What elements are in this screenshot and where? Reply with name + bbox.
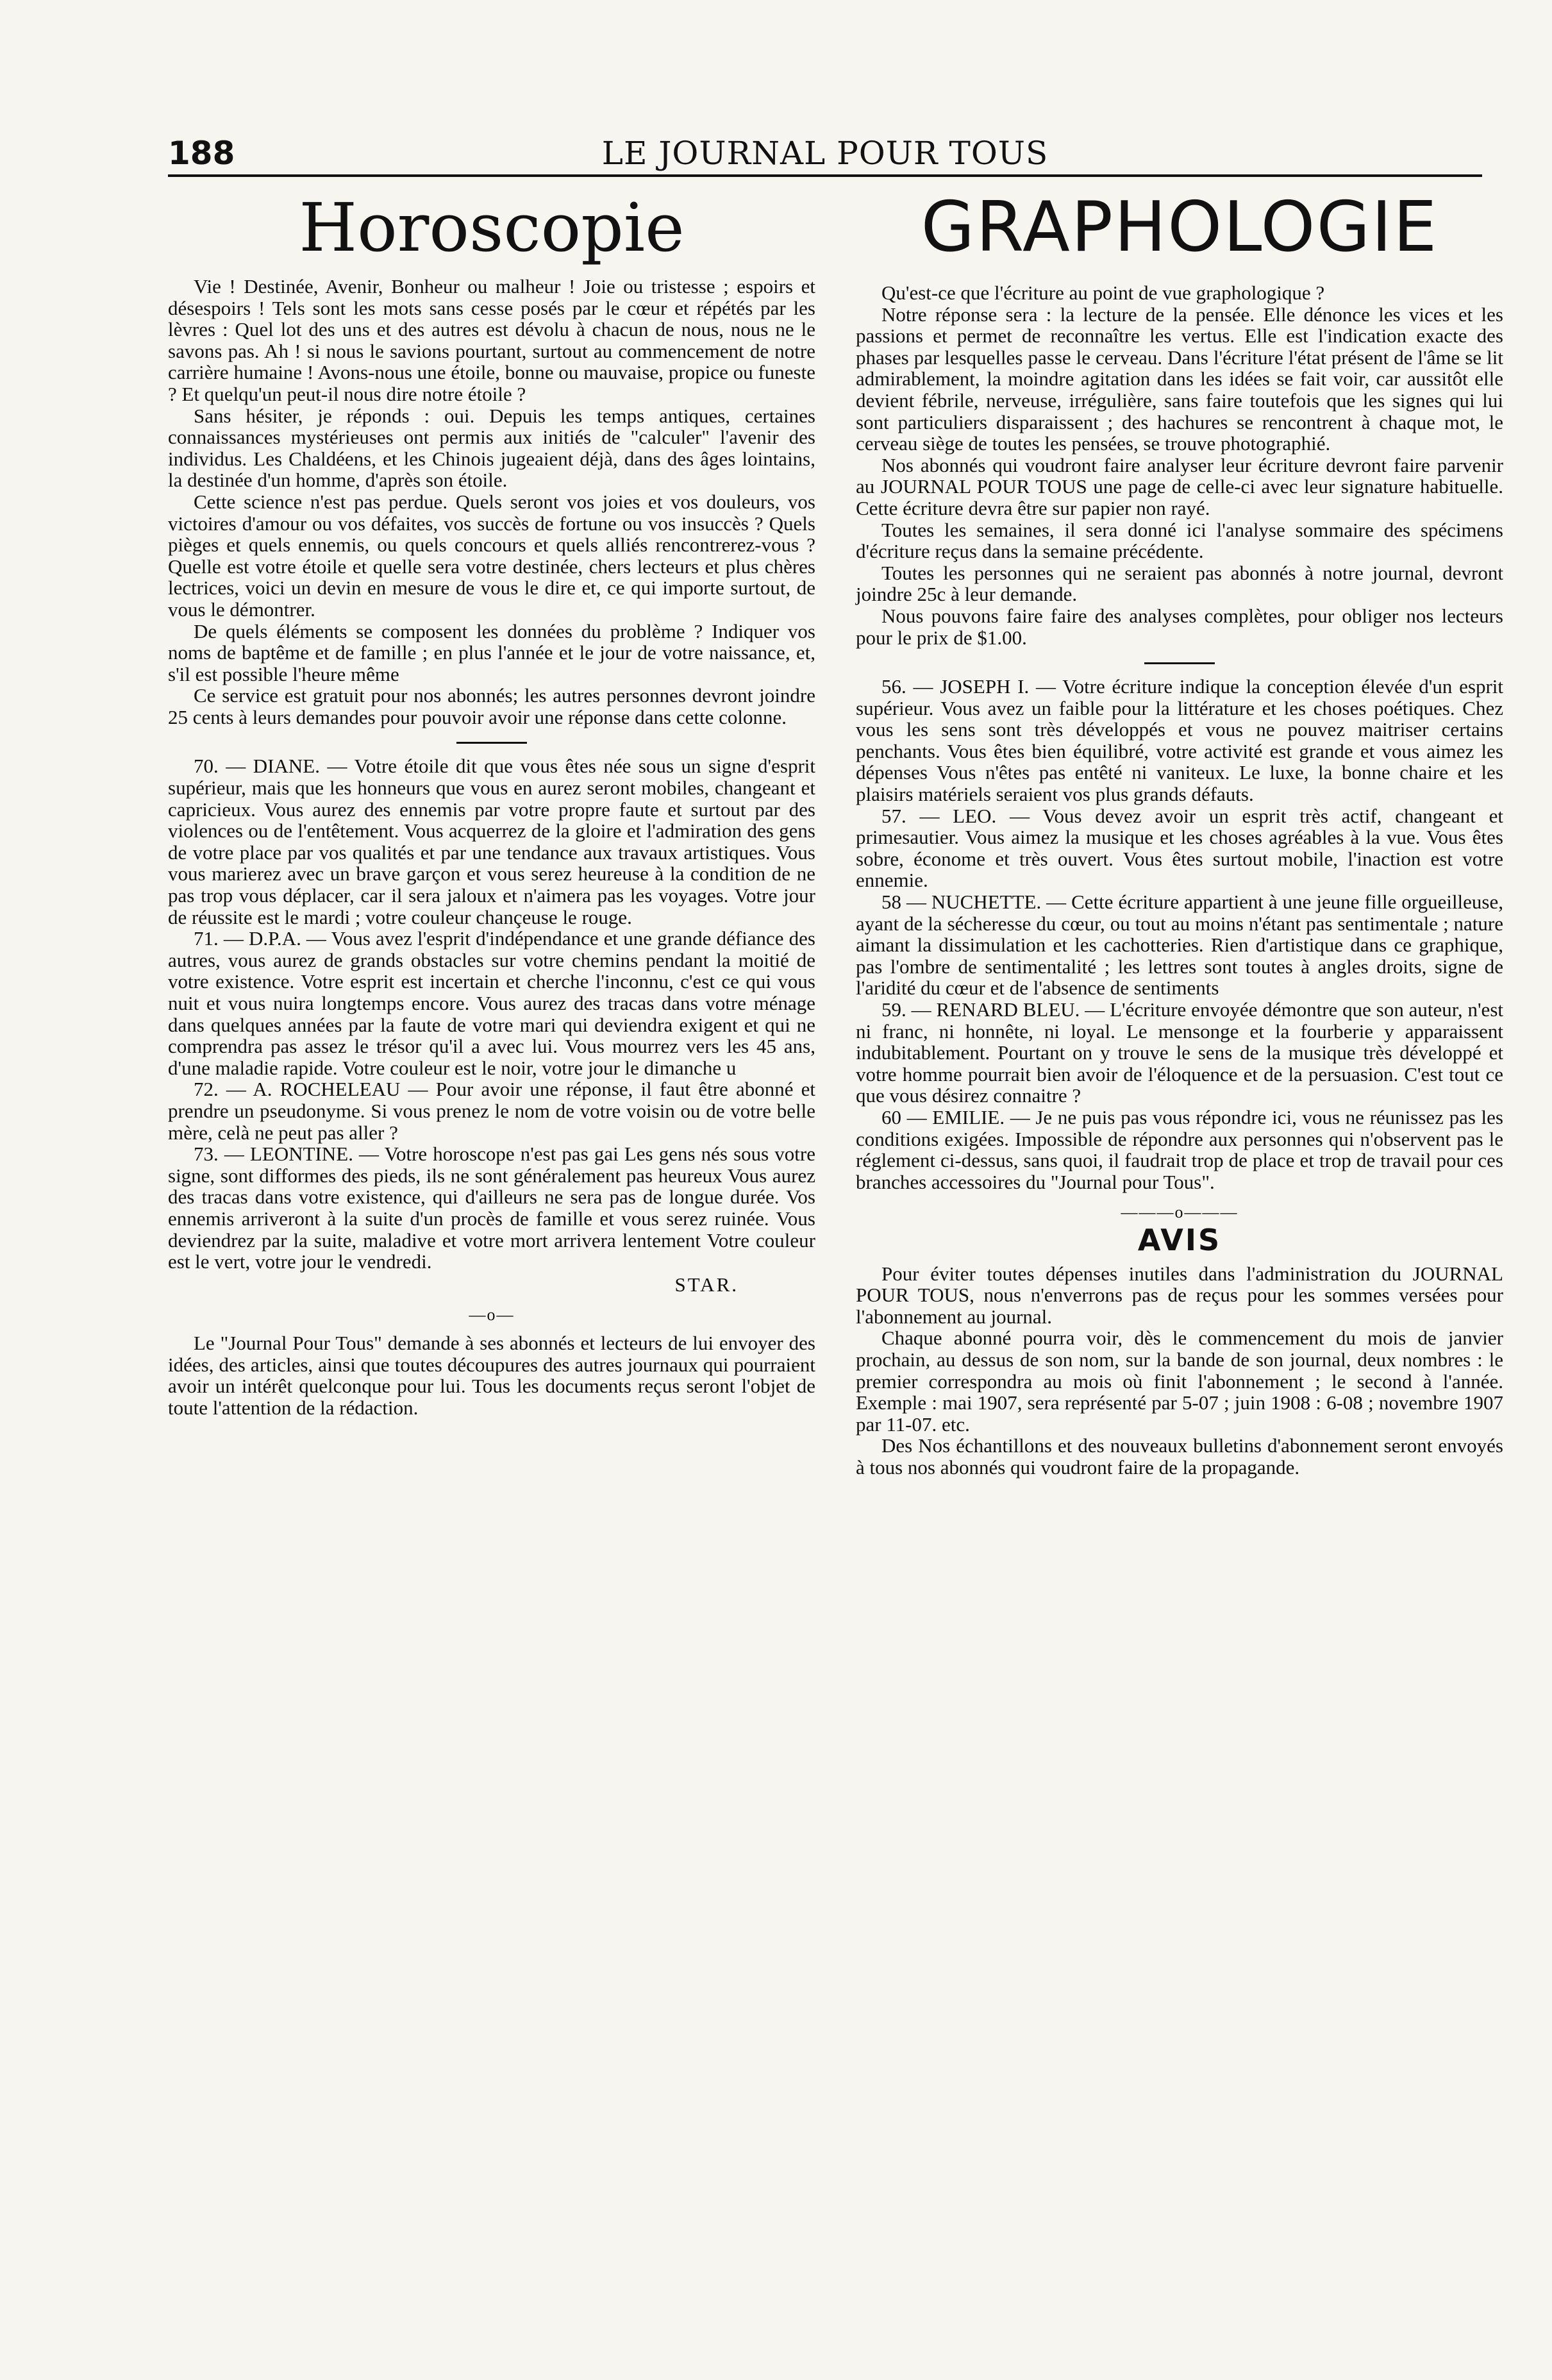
avis-paragraph-2: Chaque abonné pourra voir, dès le commencement du mois de janvier prochain, au dessus de son nom, sur la bande de son journal, deux nombres : le premier correspondra au mois où finit l'abonnement ; le second à l'année. Exemple : mai 1907, sera représenté par 5-07 ; juin 1908 : 6-08 ; novembre 1907 par 11-07. etc. <box>856 1327 1503 1436</box>
horoscope-entry-73: 73. — LEONTINE. — Votre horoscope n'est pas gai Les gens nés sous votre signe, sont difformes des pieds, ils ne sont généralement pas heureux Vous aurez des tracas dans votre existence, qui d'ailleurs ne sera pas de longue durée. Vos ennemis arriveront à la suite d'un procès de famille et vous serez ruinée. Vous deviendrez par la suite, maladive et votre mort arrivera lentement Votre couleur est le vert, votre jour le vendredi. <box>168 1143 815 1273</box>
graphologie-column <box>856 187 1503 1479</box>
horoscope-entry-71: 71. — D.P.A. — Vous avez l'esprit d'indépendance et une grande défiance des autres, vous aurez de grands obstacles sur votre chemins pendant la moitié de votre existence. Votre esprit est incertain et cherche l'inconnu, c'est ce qui vous nuit et vous nuira longtemps encore. Vous aurez des tracas dans votre ménage dans quelques années par la faute de votre mari qui deviendra exigent et qui ne comprendra pas assez le trésor qu'il a avec lui. Vous mourrez vers les 45 ans, d'une maladie rapide. Votre couleur est le noir, votre jour le dimanche u <box>168 927 815 1079</box>
avis-title: AVIS <box>1137 1222 1222 1257</box>
section-divider <box>456 742 527 744</box>
graphologie-intro-6: Nous pouvons faire faire des analyses complètes, pour obliger nos lecteurs pour le prix de $1.00. <box>856 604 1503 649</box>
graphologie-intro-1: Qu'est-ce que l'écriture au point de vue graphologique ? <box>881 281 1325 304</box>
horoscope-signature: STAR. <box>674 1273 738 1296</box>
graphologie-title: GRAPHOLOGIE <box>921 187 1439 267</box>
graphology-entry-59: 59. — RENARD BLEU. — L'écriture envoyée démontre que son auteur, n'est ni franc, ni honnête, ni loyal. Le mensonge et la fourberie y apparaissent indubitablement. Pourtant on y trouve le sens de la musique très développé et votre homme pourrait bien avoir de l'éloquence et de la persuasion. C'est tout ce que vous désirez connaitre ? <box>856 998 1503 1107</box>
horoscopie-title: Horoscopie <box>299 189 685 267</box>
graphologie-intro-3: Nos abonnés qui voudront faire analyser leur écriture devront faire parvenir au JOURNAL POUR TOUS une page de celle-ci avec leur signature habituelle. Cette écriture devra être sur papier non rayé. <box>856 453 1503 519</box>
horoscopie-intro-3: Cette science n'est pas perdue. Quels seront vos joies et vos douleurs, vos victoires d'amour ou vos défaites, vos succès de fortune ou vos insuccès ? Quels pièges et quels ennemis, ou quels concours et quels alliés rencontrerez-vous ? Quelle est votre étoile et quelle sera votre destinée, chers lecteurs et plus chères lectrices, voici un devin en mesure de vous le dire et, ce qui importe surtout, de vous le démontrer. <box>168 490 815 621</box>
horoscopie-column <box>168 189 815 1419</box>
ornament-divider: ———o——— <box>1121 1203 1239 1222</box>
avis-paragraph-1: Pour éviter toutes dépenses inutiles dans l'administration du JOURNAL POUR TOUS, nous n'enverrons pas de reçus pour les sommes versées pour l'abonnement au journal. <box>856 1262 1503 1328</box>
horoscopie-intro-2: Sans hésiter, je réponds : oui. Depuis les temps antiques, certaines connaissances mystérieuses ont permis aux initiés de "calculer" l'avenir des individus. Les Chaldéens, et les Chinois jugeaient déjà, dans des âges lointains, la destinée d'un homme, d'après son étoile. <box>168 404 815 492</box>
journal-title: LE JOURNAL POUR TOUS <box>601 135 1049 172</box>
ornament-divider: —o— <box>469 1305 515 1325</box>
page-header <box>168 135 1482 177</box>
horoscopie-notice: Le "Journal Pour Tous" demande à ses abonnés et lecteurs de lui envoyer des idées, des articles, ainsi que toutes découpures des autres journaux qui pourraient avoir un intérêt quelconque pour lui. Tous les documents reçus seront l'objet de toute l'attention de la rédaction. <box>168 1331 815 1419</box>
graphologie-intro-5: Toutes les personnes qui ne seraient pas abonnés à notre journal, devront joindre 25c à leur demande. <box>856 561 1503 606</box>
horoscopie-intro-1: Vie ! Destinée, Avenir, Bonheur ou malheur ! Joie ou tristesse ; espoirs et désespoirs ! Tels sont les mots sans cesse posés par le cœur et répétés par les lèvres : Quel lot des uns et des autres est dévolu à chacun de nous, nous ne le savons pas. Ah ! si nous le savions pourtant, surtout au commencement de notre carrière humaine ! Avons-nous une étoile, bonne ou mauvaise, propice ou funeste ? Et quelqu'un peut-il nous dire notre étoile ? <box>168 275 815 405</box>
graphology-entry-58: 58 — NUCHETTE. — Cette écriture appartient à une jeune fille orgueilleuse, ayant de la sécheresse du cœur, ou tout au moins n'étant pas sentimentale ; nature aimant la dissimulation et les cachotteries. Rien d'artistique dans ce graphique, pas l'ombre de sentimentalité ; les lettres sont toutes à angles droits, signe de l'aridité du cœur et de l'absence de sentiments <box>856 891 1503 1000</box>
graphology-entry-60: 60 — EMILIE. — Je ne puis pas vous répondre ici, vous ne réunissez pas les conditions exigées. Impossible de répondre aux personnes qui n'observent pas le réglement ci-dessus, sans quoi, il faudrait trop de place et trop de travail pour ces branches accessoires du "Journal pour Tous". <box>856 1105 1503 1193</box>
horoscopie-intro-5: Ce service est gratuit pour nos abonnés; les autres personnes devront joindre 25 cents à leurs demandes pour pouvoir avoir une réponse dans cette colonne. <box>168 684 815 728</box>
graphology-entry-57: 57. — LEO. — Vous devez avoir un esprit très actif, changeant et primesautier. Vous aimez la musique et les choses agréables à la vue. Vous êtes sobre, économe et très ouvert. Vous êtes surtout mobile, l'inaction est votre ennemie. <box>856 804 1503 892</box>
horoscopie-intro-4: De quels éléments se composent les données du problème ? Indiquer vos noms de baptême et de famille ; en plus l'année et le jour de votre naissance, et, s'il est possible l'heure même <box>168 619 815 685</box>
graphologie-intro-4: Toutes les semaines, il sera donné ici l'analyse sommaire des spécimens d'écriture reçus dans la semaine précédente. <box>856 518 1503 563</box>
graphology-entry-56: 56. — JOSEPH I. — Votre écriture indique la conception élevée d'un esprit supérieur. Vous avez un faible pour la littérature et les choses poétiques. Chez vous les sens sont très développés et vous ne pouvez maitriser certains penchants. Vous êtes bien équilibré, votre activité est grande et vous aimez les dépenses Vous n'êtes pas entêté ni vaniteux. Le luxe, la bonne chaire et les plaisirs matériels seraient vos plus grands défauts. <box>856 675 1503 806</box>
horoscope-entry-72: 72. — A. ROCHELEAU — Pour avoir une réponse, il faut être abonné et prendre un pseudonyme. Si vous prenez le nom de votre voisin ou de votre belle mère, celà ne peut pas aller ? <box>168 1078 815 1144</box>
section-divider <box>1144 662 1215 664</box>
graphologie-intro-2: Notre réponse sera : la lecture de la pensée. Elle dénonce les vices et les passions et permet de reconnaître les vertus. Elle est l'indication exacte des phases par lesquelles passe le cerveau. Dans l'écriture l'état présent de l'âme se lit admirablement, la moindre agitation dans les idées se fait voir, car aussitôt elle devient fébrile, nerveuse, irrégulière, sans faire toutefois que les signes qui lui sont particuliers disparaissent ; des hachures se rencontrent à chaque mot, le cerveau siège de toutes les pensées, se trouve photographié. <box>856 303 1503 455</box>
horoscope-entry-70: 70. — DIANE. — Votre étoile dit que vous êtes née sous un signe d'esprit supérieur, mais que les honneurs que vous en aurez seront mobiles, changeant et capricieux. Vous aurez des ennemis par votre propre faute et surtout par des violences ou de l'entêtement. Vous acquerrez de la gloire et l'admiration des gens de votre place par vos qualités et par une tendance aux travaux artistiques. Vous vous marierez avec un brave garçon et vous serez heureuse à la condition de ne pas trop vous déplacer, car il sera jaloux et n'aimera pas les voyages. Votre jour de réussite est le mardi ; votre couleur chançeuse le rouge. <box>168 755 815 928</box>
avis-paragraph-3: Des Nos échantillons et des nouveaux bulletins d'abonnement seront envoyés à tous nos abonnés qui voudront faire de la propagande. <box>856 1434 1503 1479</box>
page-number: 188 <box>168 135 235 172</box>
